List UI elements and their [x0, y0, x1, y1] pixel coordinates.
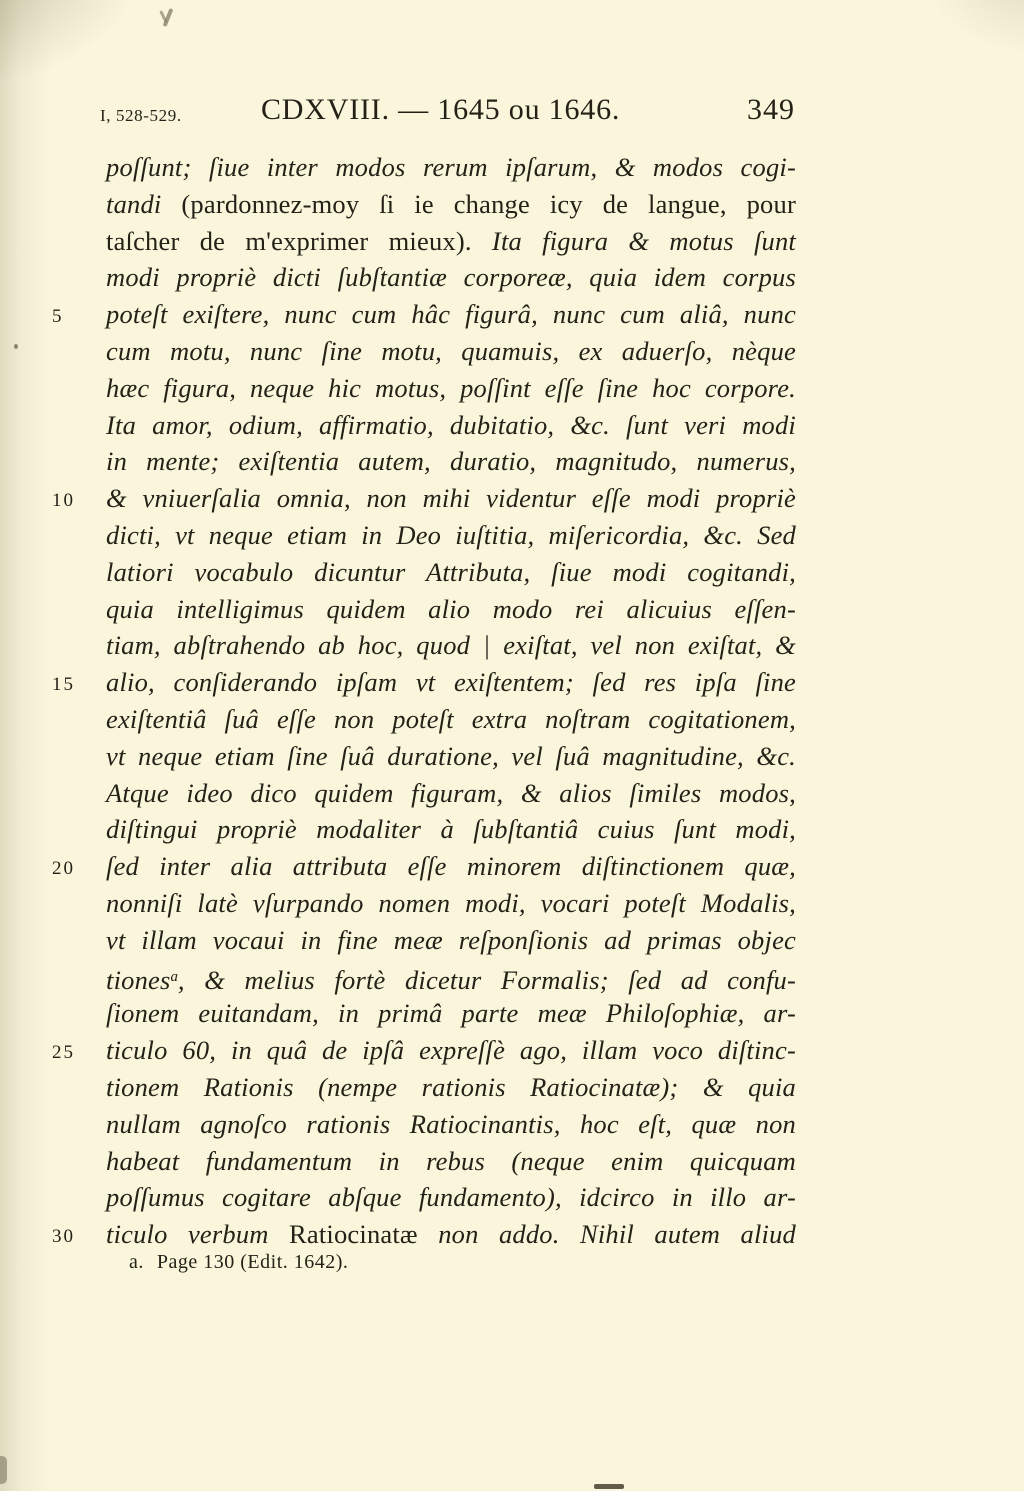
text-segment: non addo. Nihil autem aliud	[417, 1219, 796, 1250]
text-segment: diſtingui propriè modaliter à ſubſtantiâ cuius ſunt modi,	[106, 814, 796, 845]
text-segment: poteſt exiſtere, nunc cum hâc figurâ, nunc cum aliâ, nunc	[106, 299, 796, 330]
scan-artifact-bottom	[594, 1484, 624, 1489]
line-number: 10	[52, 490, 75, 512]
page-number: 349	[747, 93, 795, 126]
text-line	[106, 1143, 796, 1180]
text-segment: & vniuerſalia omnia, non mihi videntur eſſe modi propriè	[106, 483, 796, 514]
text-segment: vt illam vocaui in fine meæ reſponſionis ad primas objec	[106, 924, 796, 955]
text-line	[106, 333, 796, 370]
text-segment: dicti, vt neque etiam in Deo iuſtitia, miſericordia, &c. Sed	[106, 519, 796, 550]
text-line	[106, 591, 796, 628]
text-line	[52, 848, 796, 885]
text-line	[52, 480, 796, 517]
text-segment: quia intelligimus quidem alio modo rei alicuius eſſen-	[106, 593, 796, 624]
text-segment: Ratiocinatæ	[289, 1219, 418, 1250]
text-line	[106, 959, 796, 996]
text-segment: tionem Rationis (nempe rationis Ratiocinatæ); & quia	[106, 1071, 796, 1102]
text-segment: hæc figura, neque hic motus, poſſint eſſe ſine hoc corpore.	[106, 372, 796, 403]
scan-smudge-mark	[163, 8, 174, 27]
text-line	[52, 1032, 796, 1069]
text-line	[106, 1106, 796, 1143]
line-number: 15	[52, 674, 75, 696]
text-segment: , & melius fortè dicetur Formalis; ſed ad confu-	[177, 964, 796, 995]
text-segment: latiori vocabulo dicuntur Attributa, ſiue modi cogitandi,	[106, 556, 796, 587]
text-line	[106, 811, 796, 848]
text-line	[52, 1216, 796, 1253]
scan-artifact-left-edge	[0, 1456, 7, 1484]
footnote-marker: a.	[129, 1251, 144, 1273]
text-line	[106, 223, 796, 260]
text-segment: habeat fundamentum in rebus (neque enim quicquam	[106, 1145, 796, 1176]
text-segment: taſcher de m'exprimer mieux).	[106, 225, 492, 256]
text-segment: tandi	[106, 188, 182, 219]
text-segment: exiſtentiâ ſuâ eſſe non poteſt extra noſtram cogitationem,	[106, 703, 796, 734]
text-line	[106, 922, 796, 959]
text-segment: (pardonnez-moy ſi ie change icy de langue, pour	[181, 188, 796, 219]
line-number: 30	[52, 1226, 75, 1248]
text-line	[106, 554, 796, 591]
scan-dot	[14, 344, 18, 349]
text-segment: tiones	[106, 964, 171, 995]
text-line	[106, 627, 796, 664]
text-segment: poſſunt; ſiue inter modos rerum ipſarum, & modos cogi-	[106, 152, 796, 182]
text-segment: cum motu, nunc ſine motu, quamuis, ex aduerſo, nèque	[106, 335, 796, 366]
text-line	[106, 701, 796, 738]
text-line	[106, 407, 796, 444]
text-line	[52, 296, 796, 333]
line-number: 20	[52, 858, 75, 880]
footnote-text: Page 130 (Edit. 1642).	[156, 1251, 349, 1273]
text-line	[106, 259, 796, 296]
text-line	[106, 186, 796, 223]
text-segment: Ita amor, odium, affirmatio, dubitatio, &c. ſunt veri modi	[106, 409, 796, 440]
text-segment: Atque ideo dico quidem figuram, & alios ſimiles modos,	[106, 777, 796, 808]
text-line	[106, 1179, 796, 1216]
text-line	[106, 149, 796, 186]
text-line	[106, 1069, 796, 1106]
footnote	[129, 1251, 348, 1274]
text-segment: ſed inter alia attributa eſſe minorem diſtinctionem quæ,	[106, 851, 796, 882]
text-segment: modi propriè dicti ſubſtantiæ corporeæ, quia idem corpus	[106, 262, 796, 293]
text-line	[106, 370, 796, 407]
text-segment: ſionem euitandam, in primâ parte meæ Philoſophiæ, ar-	[106, 998, 796, 1029]
text-segment: tiam, abſtrahendo ab hoc, quod | exiſtat, vel non exiſtat, &	[106, 630, 796, 661]
text-segment: vt neque etiam ſine ſuâ duratione, vel ſuâ magnitudine, &c.	[106, 740, 796, 771]
body-text	[52, 149, 796, 1253]
line-number: 5	[52, 306, 64, 328]
line-number: 25	[52, 1042, 75, 1064]
text-segment: in mente; exiſtentia autem, duratio, magnitudo, numerus,	[106, 446, 796, 477]
text-segment: nullam agnoſco rationis Ratiocinantis, hoc eſt, quæ non	[106, 1108, 796, 1139]
text-line	[106, 775, 796, 812]
letter-heading: CDXVIII. — 1645 ou 1646.	[261, 93, 621, 126]
text-segment: ticulo 60, in quâ de ipſâ expreſſè ago, illam voco diſtinc-	[106, 1035, 796, 1066]
text-line	[106, 443, 796, 480]
text-segment: nonniſi latè vſurpando nomen modi, vocari poteſt Modalis,	[106, 887, 796, 918]
text-line	[106, 995, 796, 1032]
text-segment: poſſumus cogitare abſque fundamento), idcirco in illo ar-	[106, 1182, 796, 1213]
text-segment: Ita figura & motus ſunt	[491, 225, 796, 256]
text-line	[52, 664, 796, 701]
text-segment: alio, conſiderando ipſam vt exiſtentem; ſed res ipſa ſine	[106, 667, 796, 698]
volume-page-ref: I, 528-529.	[100, 106, 182, 125]
text-line	[106, 885, 796, 922]
text-line	[106, 738, 796, 775]
text-segment: a	[170, 968, 178, 985]
text-line	[106, 517, 796, 554]
text-segment: ticulo verbum	[106, 1219, 290, 1250]
